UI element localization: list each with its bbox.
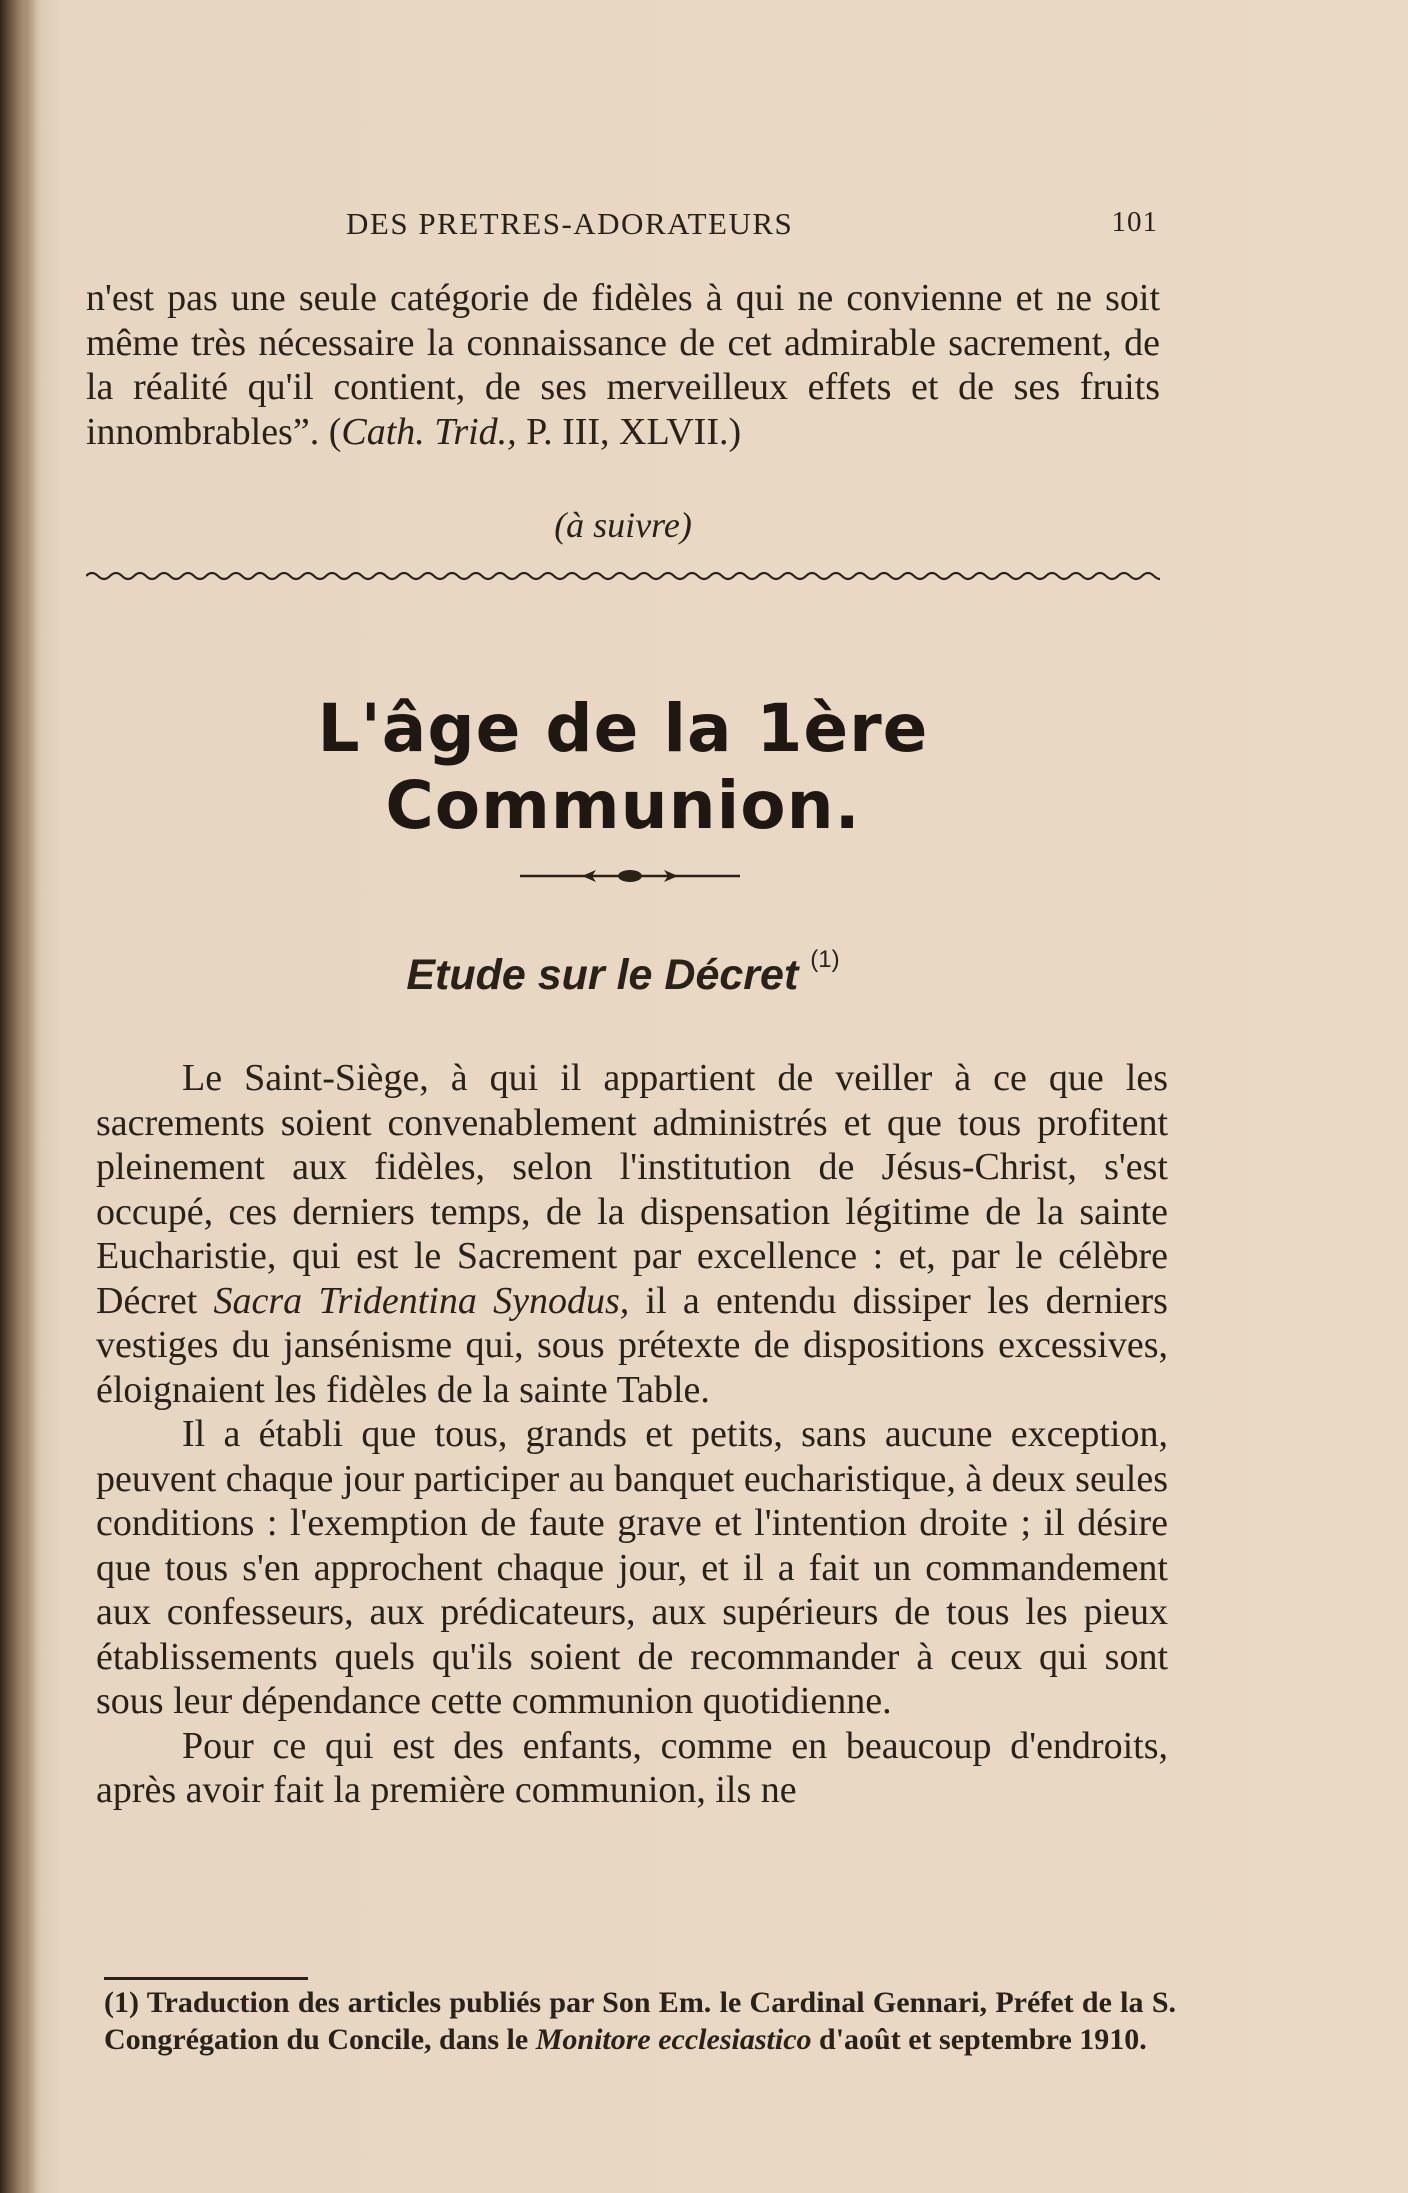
footnote-marker: (1) <box>104 1986 139 2019</box>
subtitle-text: Etude sur le Décret <box>406 951 799 999</box>
footnote <box>104 1984 1176 2058</box>
footnote-text-b: d'août et septembre 1910. <box>811 2023 1147 2056</box>
paragraph-3: Pour ce qui est des enfants, comme en beaucoup d'endroits, après avoir fait la première communion, ils ne <box>96 1724 1168 1811</box>
article-subtitle <box>86 946 1160 1000</box>
paragraph-1-text-a: Le Saint-Siège, à qui il appartient de veiller à ce que les sacrements soient convenablement administrés et que tous profitent pleinement aux fidèles, selon l'institution de Jésus-Christ, s'est occupé, ces derniers temps, de la dispensation légitime de la sainte Eucharistie, qui est le Sacrement par excellence : et, par le célèbre Décret <box>96 1057 1168 1322</box>
page-header <box>86 206 1158 256</box>
article-body <box>96 1056 1168 1813</box>
wavy-divider <box>86 566 1160 586</box>
running-head: DES PRETRES-ADORATEURS <box>346 206 794 241</box>
footnote-text-a: Traduction des articles publiés par Son Em. le Cardinal Gennari, Préfet de la S. Congrégation du Concile, dans le <box>104 1986 1176 2056</box>
page-number: 101 <box>1111 206 1158 238</box>
book-spine-shadow <box>0 0 40 2193</box>
article-title: L'âge de la 1ère Communion. <box>317 690 929 844</box>
journal-title: Monitore ecclesiastico <box>535 2023 812 2056</box>
continued-text-body: n'est pas une seule catégorie de fidèles à qui ne convienne et ne soit même très nécessaire la connaissance de cet admirable sacrement, de la réalité qu'il contient, de ses merveilleux effets et de ses fruits innombrables”. ( <box>86 277 1160 453</box>
ornament-divider <box>520 864 740 888</box>
paragraph-2: Il a établi que tous, grands et petits, sans aucune exception, peuvent chaque jour participer au banquet eucharistique, à deux seules conditions : l'exemption de faute grave et l'intention droite ; il désire que tous s'en approchent chaque jour, et il a fait un commandement aux confesseurs, aux prédicateurs, aux supérieurs de tous les pieux établissements quels qu'ils soient de recommander à ceux qui sont sous leur dépendance cette communion quotidienne. <box>96 1413 1169 1722</box>
continued-text <box>86 276 1160 454</box>
paragraph-1 <box>96 1056 1168 1412</box>
footnote-reference: (1) <box>810 946 840 973</box>
continued-paragraph <box>86 276 1160 454</box>
decree-title: Sacra Tridentina Synodus, <box>213 1279 630 1322</box>
paragraph-1-text-b: il a entendu dissiper les derniers vestiges du jansénisme qui, sous prétexte de dispositions excessives, éloignaient les fidèles de la sainte Table. <box>96 1279 1168 1411</box>
citation-rest: P. III, XLVII.) <box>516 410 742 453</box>
footnote-rule <box>104 1977 308 1980</box>
to-follow-note: (à suivre) <box>554 505 692 545</box>
citation-italic: Cath. Trid., <box>341 410 517 453</box>
